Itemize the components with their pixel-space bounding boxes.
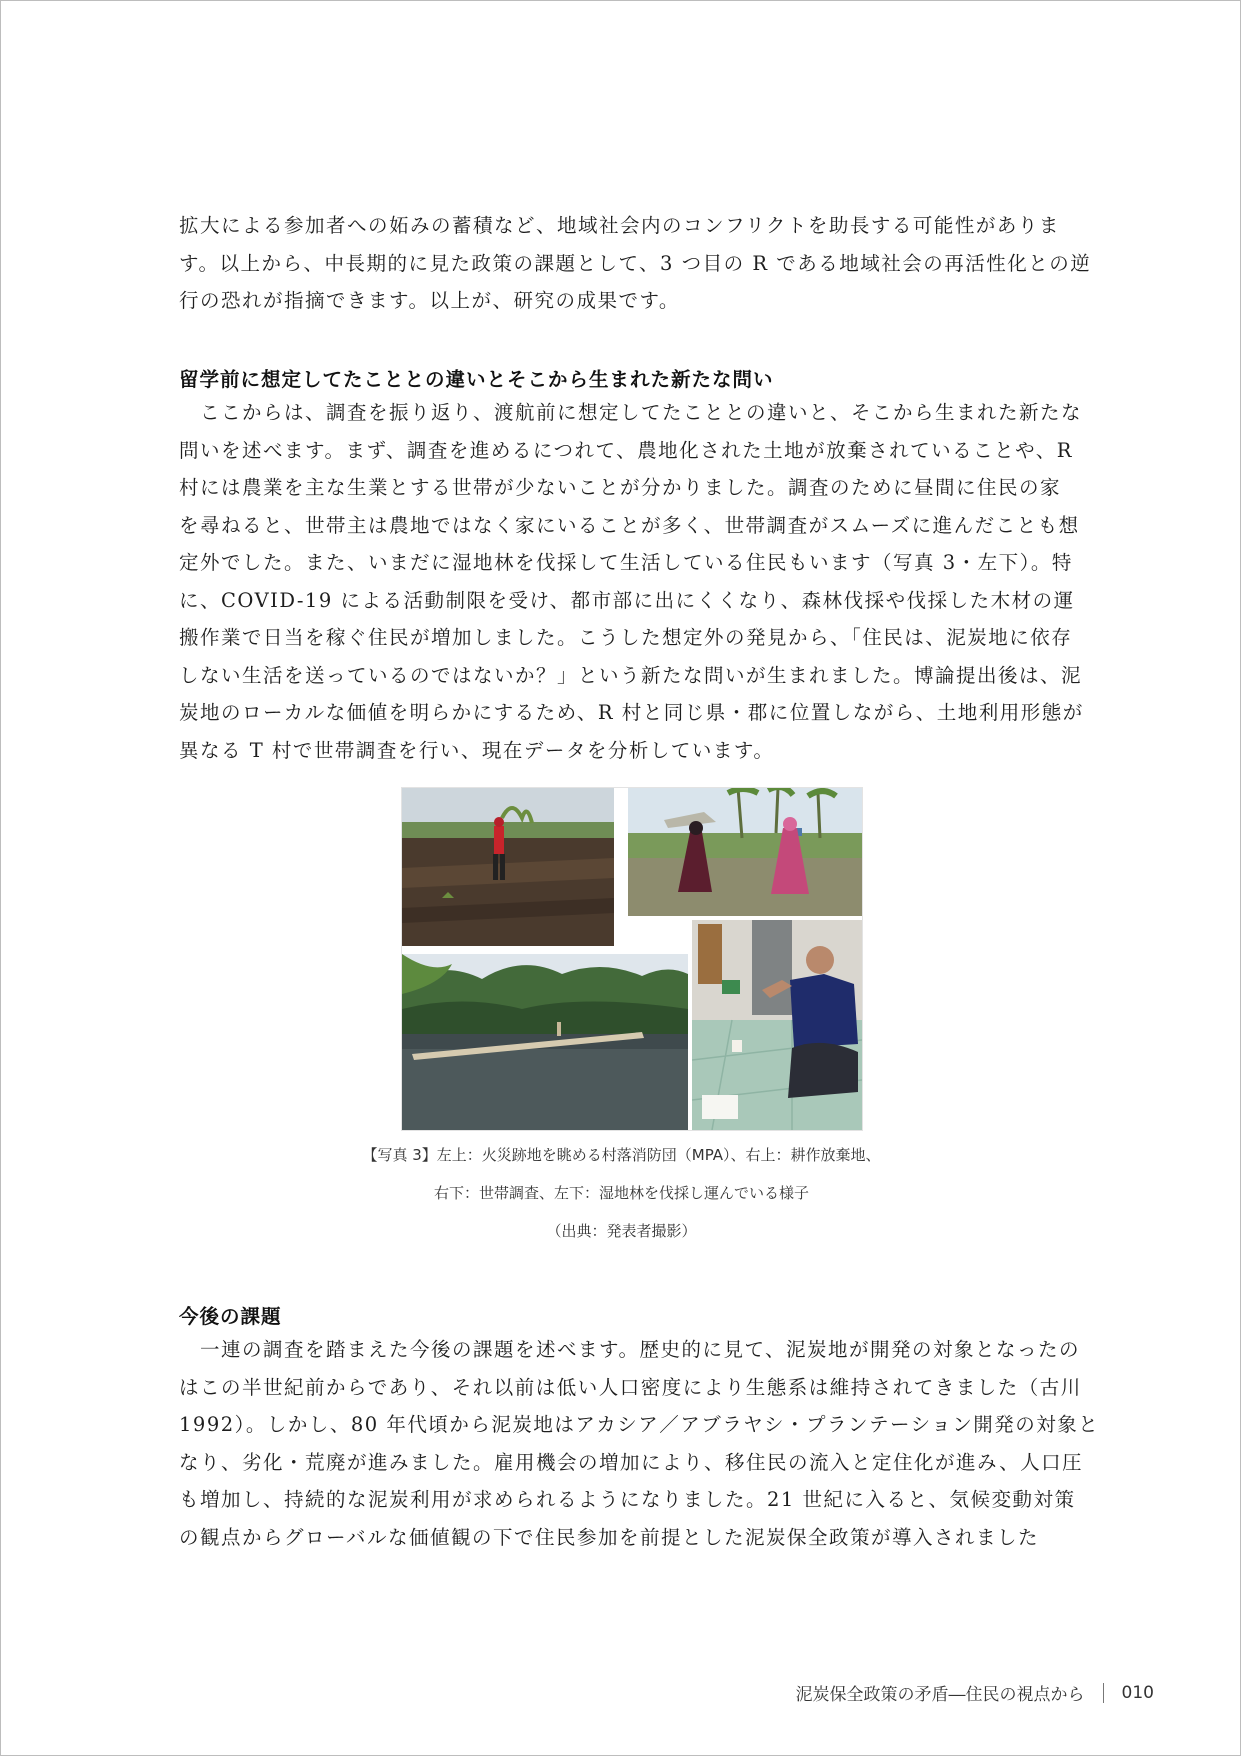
text-line: 拡大による参加者への妬みの蓄積など、地域社会内のコンフリクトを助長する可能性がありま [179,214,1060,237]
text-line: 一連の調査を踏まえた今後の課題を述べます。歴史的に見て、泥炭地が開発の対象となったの [179,1338,1081,1361]
text-line: 行の恐れが指摘できます。以上が、研究の成果です。 [179,289,680,312]
caption-line: 右下：世帯調査、左下：湿地林を伐採し運んでいる様子 [433,1184,809,1202]
section-heading-future-issues: 今後の課題 [179,1305,282,1328]
running-title: 泥炭保全政策の矛盾―住民の視点から [795,1685,1085,1705]
section-heading-differences: 留学前に想定してたこととの違いとそこから生まれた新たな問い [179,368,774,391]
photo-logging-swamp [402,954,688,1130]
intro-paragraph [179,207,1092,320]
footer-divider [1103,1683,1104,1703]
text-line: す。以上から、中長期的に見た政策の課題として、3 つ目の R である地域社会の再活性化との逆 [179,251,1092,275]
page-footer [796,1680,1154,1705]
text-line: 問いを述べます。まず、調査を進めるにつれて、農地化された土地が放棄されていることや、R [179,438,1073,462]
photo-abandoned-farmland [628,788,862,916]
text-line: の観点からグローバルな価値観の下で住民参加を前提とした泥炭保全政策が導入されました [179,1525,1040,1549]
caption-source: （出典：発表者撮影） [546,1222,697,1240]
section2-paragraph [179,1331,1100,1556]
photo-collage [401,787,863,1131]
text-line: 定外でした。また、いまだに湿地林を伐採して生活している住民もいます（写真 3・左下）。特 [179,551,1073,574]
text-line: しない生活を送っているのではないか？」という新たな問いが生まれました。博論提出後は、泥 [179,663,1083,687]
photo-household-survey [692,920,862,1130]
text-line: なり、劣化・荒廃が進みました。雇用機会の増加により、移住民の流入と定住化が進み、人口圧 [179,1450,1084,1474]
figure-caption [179,1136,1064,1250]
text-line: 村には農業を主な生業とする世帯が少ないことが分かりました。調査のために昼間に住民の家 [179,476,1062,499]
text-line: 異なる T 村で世帯調査を行い、現在データを分析しています。 [179,738,775,762]
section1-paragraph [179,394,1084,769]
text-line: ここからは、調査を振り返り、渡航前に想定してたこととの違いと、そこから生まれた新たな [179,401,1083,424]
photo-burned-field [402,788,614,946]
text-line: も増加し、持続的な泥炭利用が求められるようになりました。21 世紀に入ると、気候変動対策 [179,1488,1076,1511]
caption-line: 【写真 3】左上：火災跡地を眺める村落消防団（MPA）、右上：耕作放棄地、 [362,1146,881,1164]
page-number: 010 [1121,1682,1154,1703]
text-line: 1992）。しかし、80 年代頃から泥炭地はアカシア／アブラヤシ・プランテーション開発の対象と [179,1413,1100,1436]
text-line: 炭地のローカルな価値を明らかにするため、R 村と同じ県・郡に位置しながら、土地利用形態が [179,701,1084,724]
text-line: に、COVID-19 による活動制限を受け、都市部に出にくくなり、森林伐採や伐採した木材の運 [179,588,1075,612]
text-line: はこの半世紀前からであり、それ以前は低い人口密度により生態系は維持されてきました（古川 [179,1375,1082,1399]
text-line: 搬作業で日当を稼ぐ住民が増加しました。こうした想定外の発見から、「住民は、泥炭地に依存 [179,626,1073,649]
text-line: を尋ねると、世帯主は農地ではなく家にいることが多く、世帯調査がスムーズに進んだことも想 [179,513,1080,537]
